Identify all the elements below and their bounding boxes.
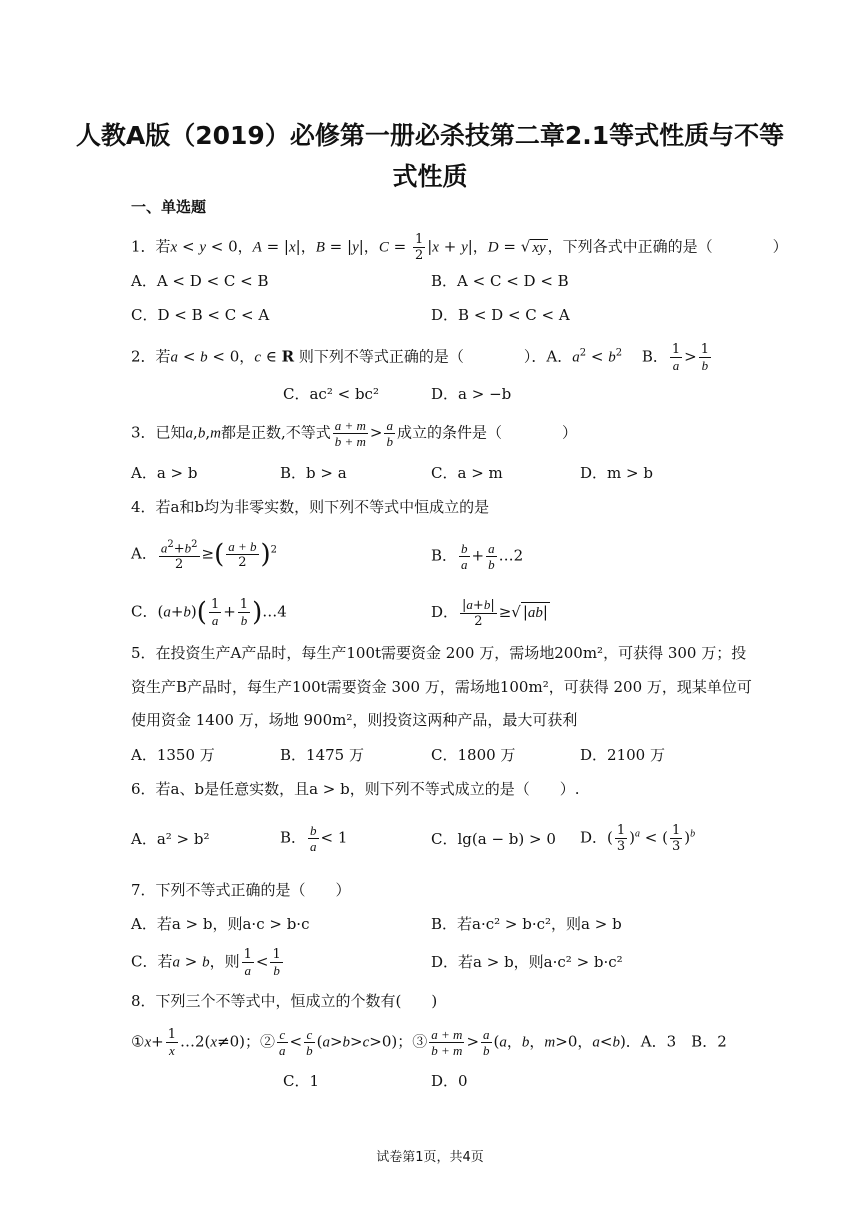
question-1-stem: 1．若x < y < 0，A = |x|，B = |y|，C = $\frac{1}{2}$ |x + y|，D = √ xy ，下列各式中正确的是（ ） (131, 232, 788, 263)
q4-option-b: B． $\frac{b}{a}$ + $\frac{a}{b}$ …2 (431, 541, 524, 572)
q7-option-c: C．若a > b，则 $\frac{1}{a}$ < $\frac{1}{b}$ (131, 947, 281, 978)
question-5-line-3: 使用资金 1400 万，场地 900m²，则投资这两种产品，最大可获利 (131, 711, 578, 729)
q5-option-c: C．1800 万 (431, 746, 516, 764)
question-4-stem: 4．若a和b均为非零实数，则下列不等式中恒成立的是 (131, 498, 490, 516)
q3-option-c: C．a > m (431, 464, 503, 482)
q6-option-c: C．lg(a − b) > 0 (431, 830, 556, 848)
q1-option-d: D．B < D < C < A (431, 306, 570, 324)
q1-option-b: B．A < C < D < B (431, 272, 569, 290)
question-8-stem: 8．下列三个不等式中，恒成立的个数有( ) (131, 992, 438, 1010)
q3-option-a: A．a > b (131, 464, 198, 482)
question-3-stem: 3．已知a,b,m都是正数,不等式 $\frac{a + m}{b + m}$ > $\frac{a}{b}$ 成立的条件是（ ） (131, 418, 577, 449)
q7-option-d: D．若a > b，则a·c² > b·c² (431, 953, 623, 971)
question-2-stem: 2．若a < b < 0，c ∈ R 则下列不等式正确的是（ ）．A．$a^2 < b^2$ B． $\frac{1}{a}$ > $\frac{1}{b}$ (131, 342, 709, 373)
q7-option-b: B．若a·c² > b·c²，则a > b (431, 915, 622, 933)
q4-option-a: A． $\frac{a^2+b^2}{2}$ ≥( $\frac{a + b}{2}$ )$^2$ (131, 539, 278, 573)
q8-option-c: C．1 (283, 1072, 320, 1090)
q4-option-d: D． $\frac{|a+b|}{2}$ ≥√ |ab| (431, 597, 548, 629)
question-7-stem: 7．下列不等式正确的是（ ） (131, 881, 351, 899)
q5-option-b: B．1475 万 (280, 746, 364, 764)
q6-option-a: A．a² > b² (131, 830, 210, 848)
q8-option-d: D．0 (431, 1072, 468, 1090)
q1-option-a: A．A < D < C < B (131, 272, 269, 290)
question-5-line-1: 5．在投资生产A产品时，每生产100t需要资金 200 万，需场地200m²，可获得 300 万；投 (131, 644, 747, 662)
q7-option-a: A．若a > b，则a·c > b·c (131, 915, 310, 933)
q4-option-c: C．(a+b)( $\frac{1}{a}$ + $\frac{1}{b}$ )…4 (131, 597, 287, 628)
q5-option-a: A．1350 万 (131, 746, 215, 764)
question-5-line-2: 资生产B产品时，每生产100t需要资金 300 万，需场地100m²，可获得 200 万，现某单位可 (131, 678, 752, 696)
q2-option-d: D．a > −b (431, 385, 512, 403)
q5-option-d: D．2100 万 (580, 746, 665, 764)
q3-option-d: D．m > b (580, 464, 653, 482)
q6-option-d: D．( $\frac{1}{3}$ )$^a$ < ( $\frac{1}{3}$ )$^b$ (580, 823, 696, 854)
page-title: 人教A版（2019）必修第一册必杀技第二章2.1等式性质与不等 (75, 121, 785, 150)
q3-option-b: B．b > a (280, 464, 347, 482)
section-heading: 一、单选题 (131, 198, 207, 216)
question-6-stem: 6．若a、b是任意实数，且a > b，则下列不等式成立的是（ ）. (131, 780, 580, 798)
q1-option-c: C．D < B < C < A (131, 306, 270, 324)
question-8-items: ①x+ $\frac{1}{x}$ …2(x≠0)；② $\frac{c}{a}$ < $\frac{c}{b}$ (a>b>c>0)；③ $\frac{a + m}{b + m}$ > $\frac{a}{b}$ (a，b，m>0，a<b)．A．3 B．2 (131, 1027, 727, 1058)
page-title-cont: 式性质 (392, 162, 468, 191)
q2-option-c: C．ac² < bc² (283, 385, 379, 403)
q6-option-b: B． $\frac{b}{a}$ < 1 (280, 823, 348, 854)
page-footer: 试卷第1页，共4页 (376, 1150, 484, 1165)
